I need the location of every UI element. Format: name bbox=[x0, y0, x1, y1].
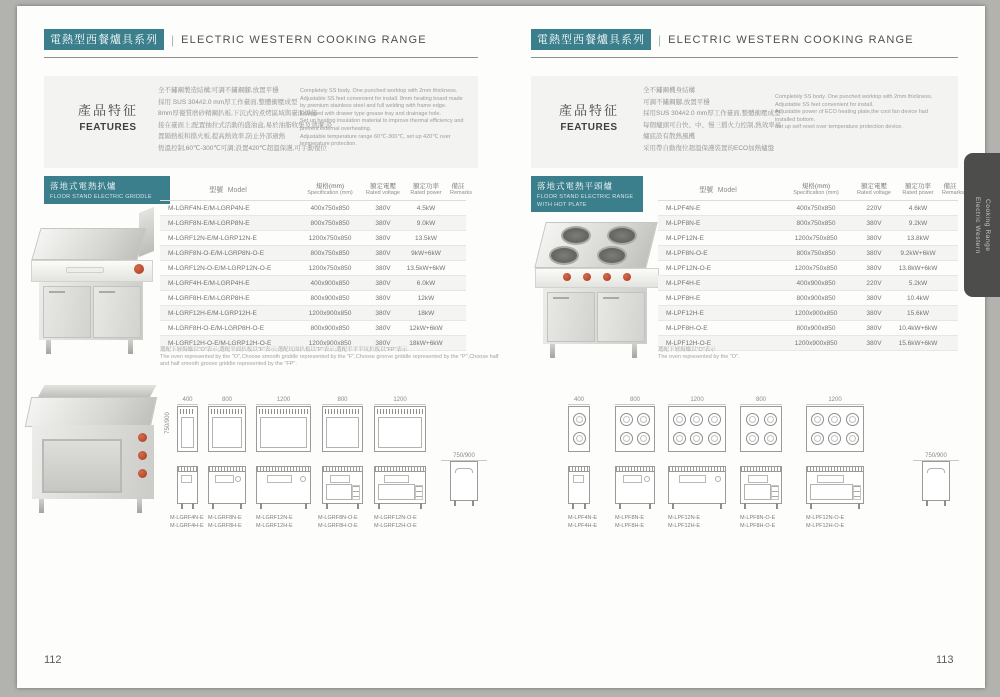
cell-model: M-LGRF8H-E/M-LGRP8H-E bbox=[168, 294, 250, 302]
front-view-drawing-oven bbox=[740, 466, 782, 504]
product-name-zh: 落地式電熱平頭爐 bbox=[537, 181, 614, 191]
top-view-drawing bbox=[806, 406, 864, 452]
right-page-header bbox=[531, 30, 958, 49]
cell-model: M-LPF12H-O-E bbox=[666, 339, 712, 347]
cell-spec: 800x900x850 bbox=[310, 324, 350, 332]
drawing-model-label: M-LGRF8N-E M-LGRF8H-E bbox=[208, 515, 242, 529]
spec-table-left bbox=[160, 176, 473, 351]
drawing-model-label: M-LGRF4N-E M-LGRF4H-E bbox=[170, 515, 204, 529]
features-en-text bbox=[775, 94, 932, 132]
table-row bbox=[658, 291, 958, 306]
product-name-en: FLOOR STAND ELECTRIC RANGE bbox=[537, 194, 634, 200]
cell-spec: 400x900x850 bbox=[796, 279, 836, 287]
front-view-drawing bbox=[177, 466, 198, 504]
table-row bbox=[658, 306, 958, 321]
product-label-right bbox=[531, 176, 643, 212]
table-row bbox=[658, 216, 958, 231]
leg bbox=[550, 344, 555, 358]
hot-plate bbox=[549, 246, 579, 265]
side-view-drawing bbox=[922, 461, 950, 501]
feature-line: 全不鏽鋼機身結構 bbox=[643, 87, 695, 94]
cell-power: 13.5kW+6kW bbox=[406, 264, 446, 272]
cell-voltage: 380V bbox=[375, 324, 391, 332]
header-title-en: ELECTRIC WESTERN COOKING RANGE bbox=[181, 33, 427, 46]
cell-spec: 800x750x850 bbox=[310, 219, 350, 227]
cell-voltage: 380V bbox=[375, 264, 391, 272]
cell-spec: 800x750x850 bbox=[796, 219, 836, 227]
cell-voltage: 380V bbox=[375, 204, 391, 212]
cell-voltage: 220V bbox=[866, 279, 882, 287]
dimension-label: 800 bbox=[615, 396, 655, 405]
knob-icon bbox=[138, 469, 147, 478]
cell-voltage: 380V bbox=[866, 234, 882, 242]
top-view-drawing bbox=[740, 406, 782, 452]
knob-icon bbox=[138, 451, 147, 460]
hot-plate bbox=[561, 226, 591, 245]
cell-power: 10.4kW bbox=[906, 294, 930, 302]
cell-power: 9.2kW+6kW bbox=[900, 249, 936, 257]
cell-voltage: 380V bbox=[375, 294, 391, 302]
table-row bbox=[160, 321, 466, 336]
header-title-en: ELECTRIC WESTERN COOKING RANGE bbox=[668, 33, 914, 46]
side-dimension-label: 750/900 bbox=[913, 452, 959, 461]
cell-spec: 800x750x850 bbox=[310, 249, 350, 257]
cell-voltage: 380V bbox=[375, 339, 391, 347]
side-dimension-label: 750/900 bbox=[441, 452, 487, 461]
feature-line: Adjustable SS feet convenient for install. 8mm heating board made bbox=[300, 95, 463, 102]
drawing-model-label: M-LGRF12N-O-E M-LGRF12H-O-E bbox=[374, 515, 417, 529]
cell-model: M-LPF4N-E bbox=[666, 204, 701, 212]
product-photo-griddle-oven bbox=[25, 385, 167, 515]
feature-line: Adjustable SS feet convenient for install. bbox=[775, 101, 874, 108]
drawing-model-label: M-LPF8N-O-E M-LPF8H-O-E bbox=[740, 515, 776, 529]
cell-spec: 1200x900x850 bbox=[794, 309, 838, 317]
cell-spec: 1200x750x850 bbox=[794, 264, 838, 272]
feature-line: 恆溫控制,60℃-300℃可調;設置420℃超溫保護,可手動復位 bbox=[158, 144, 327, 152]
dimension-label: 1200 bbox=[256, 396, 311, 405]
feature-line: 每個爐頭可自快、中、慢三擋火力控制,熱效率高 bbox=[643, 121, 782, 129]
front-view-drawing bbox=[208, 466, 246, 504]
leg bbox=[128, 340, 133, 354]
footnote-right bbox=[658, 347, 740, 361]
cell-voltage: 380V bbox=[866, 309, 882, 317]
hot-plate bbox=[607, 226, 637, 245]
cabinet-door bbox=[43, 286, 91, 338]
cell-voltage: 380V bbox=[866, 249, 882, 257]
feature-line: 爐底設有散熱風機 bbox=[643, 133, 695, 140]
drawing-model-label: M-LPF12N-E M-LPF12H-E bbox=[668, 515, 701, 529]
product-label-left bbox=[44, 176, 170, 204]
col-header-power: 額定功率 Rated power bbox=[902, 182, 934, 196]
feature-line: prevent external overheating. bbox=[300, 125, 372, 132]
table-row bbox=[658, 201, 958, 216]
spec-table-right bbox=[658, 176, 965, 351]
col-header-remarks: 備註 Remarks bbox=[450, 182, 473, 196]
front-view-drawing-oven bbox=[374, 466, 426, 504]
cell-model: M-LPF12N-E bbox=[666, 234, 704, 242]
top-view-drawing bbox=[177, 406, 198, 452]
feature-line: Equipped with drawer type grease tray and drainage hole. bbox=[300, 110, 441, 117]
oven-door bbox=[42, 439, 122, 493]
footnote-line-zh: 選配下層焗爐以"O"表示;選配平面扒板以"F"表示;選配坑面扒板以"P"表示;選配半平半坑扒板以"FP"表示 bbox=[160, 347, 408, 353]
feature-line: 可調不鏽鋼腳,放置平穩 bbox=[643, 98, 710, 106]
page-number-left: 112 bbox=[44, 654, 62, 666]
cell-power: 13.8kW+6kW bbox=[898, 264, 938, 272]
cell-power: 15.6kW+6kW bbox=[898, 339, 938, 347]
col-header-model: 型號 Model bbox=[209, 187, 247, 194]
knob-icon bbox=[603, 273, 611, 281]
series-badge: 電熱型西餐爐具系列 bbox=[44, 29, 164, 50]
col-header-remarks: 備註 Remarks bbox=[942, 182, 965, 196]
cell-spec: 800x900x850 bbox=[310, 294, 350, 302]
cell-voltage: 380V bbox=[375, 279, 391, 287]
front-view-drawing bbox=[568, 466, 590, 504]
cell-power: 6.0kW bbox=[416, 279, 436, 287]
top-view-drawing bbox=[256, 406, 311, 452]
feature-line: 採用 SUS 304#2.0 mm厚工作臺面,整體衝壓成型 bbox=[158, 98, 298, 106]
dimension-label: 400 bbox=[177, 396, 198, 405]
cell-voltage: 380V bbox=[866, 264, 882, 272]
drawing-model-label: M-LPF4N-E M-LPF4H-E bbox=[568, 515, 598, 529]
feature-line: by premium stainless steel and full welding with frame edge. bbox=[300, 103, 447, 110]
cell-power: 18kW bbox=[417, 309, 435, 317]
front-view-drawing-oven bbox=[322, 466, 363, 504]
drawing-model-label: M-LGRF12N-E M-LGRF12H-E bbox=[256, 515, 293, 529]
cell-power: 12kW bbox=[417, 294, 435, 302]
cell-model: M-LGRF8N-O-E/M-LGRP8N-O-E bbox=[168, 249, 265, 257]
header-rule bbox=[44, 57, 478, 58]
cell-power: 18kW+6kW bbox=[409, 339, 443, 347]
panel-slot bbox=[66, 267, 104, 273]
cell-spec: 1200x900x850 bbox=[794, 339, 838, 347]
front-view-drawing bbox=[615, 466, 655, 504]
col-header-voltage: 額定電壓 Rated voltage bbox=[366, 182, 400, 196]
dimension-label: 1200 bbox=[374, 396, 426, 405]
dimension-label: 800 bbox=[322, 396, 363, 405]
cabinet-door bbox=[597, 292, 645, 342]
knob-icon bbox=[134, 264, 144, 274]
product-photo-griddle bbox=[30, 204, 162, 360]
cabinet-door bbox=[547, 292, 595, 342]
cell-model: M-LPF8H-O-E bbox=[666, 324, 708, 332]
cell-model: M-LPF12N-O-E bbox=[666, 264, 712, 272]
footnote-line-en: The oven represented by the "O",Choose smooth griddle represented by the "F",Choose groove griddle represented by the "P",Choose half bbox=[160, 354, 499, 360]
drawing-model-label: M-LPF8N-E M-LPF8H-E bbox=[615, 515, 645, 529]
dimension-label: 1200 bbox=[668, 396, 726, 405]
features-en-text bbox=[300, 88, 463, 149]
feature-line: 8mm厚優質磨砂精鋼扒板,下沉式的煮烤區域與臺面焊接 bbox=[158, 110, 318, 117]
cell-voltage: 380V bbox=[375, 249, 391, 257]
features-title-zh: 產品特征 bbox=[78, 103, 139, 118]
cell-model: M-LGRF8N-E/M-LGRP8N-E bbox=[168, 219, 250, 227]
side-tab bbox=[964, 153, 1000, 297]
control-panel bbox=[535, 268, 659, 288]
knob-icon bbox=[623, 273, 631, 281]
cell-model: M-LGRF12N-O-E/M-LGRP12N-O-E bbox=[168, 264, 272, 272]
features-title-zh: 產品特征 bbox=[559, 103, 620, 118]
leg bbox=[39, 499, 44, 513]
drawing-model-label: M-LGRF8N-O-E M-LGRF8H-O-E bbox=[318, 515, 358, 529]
cell-spec: 800x750x850 bbox=[796, 249, 836, 257]
leg bbox=[46, 340, 51, 354]
cell-spec: 1200x750x850 bbox=[794, 234, 838, 242]
cell-model: M-LPF8N-O-E bbox=[666, 249, 708, 257]
leg bbox=[632, 344, 637, 358]
feature-line: temperature protection. bbox=[300, 141, 357, 148]
features-zh-text bbox=[643, 85, 781, 154]
header-rule bbox=[531, 57, 958, 58]
feature-line: installed bottom. bbox=[775, 116, 816, 123]
cell-spec: 1200x750x850 bbox=[308, 264, 352, 272]
col-header-model: 型號 Model bbox=[699, 187, 737, 194]
cell-model: M-LGRF12N-E/M-LGRP12N-E bbox=[168, 234, 257, 242]
dimension-label: 400 bbox=[568, 396, 590, 405]
cell-spec: 400x750x850 bbox=[310, 204, 350, 212]
feature-line: Set up self reset over temperature protection device. bbox=[775, 124, 903, 131]
front-view-drawing bbox=[256, 466, 311, 504]
cell-power: 9.0kW bbox=[416, 219, 436, 227]
col-header-spec: 規格(mm) Specification (mm) bbox=[307, 182, 353, 196]
cell-voltage: 380V bbox=[375, 234, 391, 242]
cell-model: M-LPF8N-E bbox=[666, 219, 701, 227]
side-tab-label: Electric Western Cooking Range bbox=[974, 196, 991, 254]
top-view-drawing bbox=[668, 406, 726, 452]
cell-voltage: 380V bbox=[375, 309, 391, 317]
features-panel-right bbox=[531, 76, 958, 168]
feature-line: 采用帶自動復位超溫保護裝置的ECO加熱爐盤 bbox=[643, 144, 775, 152]
col-header-spec: 規格(mm) Specification (mm) bbox=[793, 182, 839, 196]
griddle-plate bbox=[31, 228, 146, 260]
side-view-drawing bbox=[450, 461, 478, 501]
features-panel-left bbox=[44, 76, 478, 168]
cabinet-door bbox=[93, 286, 141, 338]
hot-plate bbox=[597, 246, 627, 265]
left-page-header bbox=[44, 30, 478, 49]
cell-model: M-LGRF4H-E/M-LGRP4H-E bbox=[168, 279, 250, 287]
cell-power: 13.8kW bbox=[906, 234, 930, 242]
feature-line: Adjustable power of ECO heating plate,the cool fan device had bbox=[775, 109, 928, 116]
top-view-drawing bbox=[568, 406, 590, 452]
cell-voltage: 380V bbox=[866, 219, 882, 227]
cell-spec: 1200x750x850 bbox=[308, 234, 352, 242]
feature-line: Set up heating insulation material to improve thermal efficiency and bbox=[300, 118, 464, 125]
knob-icon bbox=[563, 273, 571, 281]
header-separator: | bbox=[658, 32, 662, 47]
table-row bbox=[160, 276, 466, 291]
drawing-model-label: M-LPF12N-O-E M-LPF12H-O-E bbox=[806, 515, 845, 529]
cell-power: 12kW+6kW bbox=[409, 324, 443, 332]
footnote-line-en: The oven represented by the "O". bbox=[658, 354, 740, 360]
feature-line: Completely SS body. One punched worktop with 2mm thickness. bbox=[775, 94, 933, 100]
table-row bbox=[160, 201, 466, 216]
height-dimension-label: 750/900 bbox=[165, 412, 171, 434]
cell-spec: 400x750x850 bbox=[796, 204, 836, 212]
feature-line: 置隔熱板和擋火板,提高熱效率,防止外部過熱 bbox=[158, 133, 286, 140]
cell-voltage: 380V bbox=[866, 339, 882, 347]
cell-model: M-LGRF8H-O-E/M-LGRP8H-O-E bbox=[168, 324, 265, 332]
footnote-left bbox=[160, 347, 499, 368]
features-title-en: FEATURES bbox=[79, 122, 137, 133]
feature-line: 採用SUS 304#2.0 mm厚工作臺面,整體衝壓成型 bbox=[643, 110, 781, 117]
cell-model: M-LPF12H-E bbox=[666, 309, 704, 317]
cell-spec: 1200x900x850 bbox=[308, 339, 352, 347]
table-row bbox=[160, 231, 466, 246]
dimension-label: 800 bbox=[208, 396, 246, 405]
cell-voltage: 380V bbox=[866, 294, 882, 302]
cell-model: M-LPF8H-E bbox=[666, 294, 701, 302]
table-row bbox=[160, 261, 466, 276]
front-view-drawing bbox=[668, 466, 726, 504]
feature-line: Completely SS body. One punched worktop with 2mm thickness. bbox=[300, 88, 458, 94]
cell-power: 4.5kW bbox=[416, 204, 436, 212]
header-separator: | bbox=[171, 32, 175, 47]
product-name-zh: 落地式電熱扒爐 bbox=[50, 181, 117, 191]
cell-model: M-LGRF4N-E/M-LGRP4N-E bbox=[168, 204, 250, 212]
cell-spec: 400x900x850 bbox=[310, 279, 350, 287]
leg bbox=[137, 499, 142, 513]
cell-spec: 800x900x850 bbox=[796, 294, 836, 302]
feature-line: 全不鏽鋼製造結構;可調不鏽鋼腳,放置平穩 bbox=[158, 87, 279, 94]
col-header-voltage: 額定電壓 Rated voltage bbox=[857, 182, 891, 196]
features-title bbox=[559, 100, 619, 133]
top-view-drawing bbox=[374, 406, 426, 452]
table-row bbox=[658, 261, 958, 276]
page-number-right: 113 bbox=[936, 654, 954, 666]
table-row bbox=[658, 276, 958, 291]
table-header bbox=[658, 176, 965, 201]
cell-model: M-LGRF12H-O-E/M-LGRP12H-O-E bbox=[168, 339, 272, 347]
dimension-label: 1200 bbox=[806, 396, 864, 405]
cell-voltage: 380V bbox=[866, 324, 882, 332]
feature-line: 接在臺面上;配置抽拉式活動的盛油盒,易於油脂收集及清潔;設 bbox=[158, 121, 333, 129]
product-photo-hotplate-range bbox=[535, 214, 665, 364]
table-row bbox=[658, 231, 958, 246]
cell-power: 10.4kW+6kW bbox=[898, 324, 938, 332]
series-badge: 電熱型西餐爐具系列 bbox=[531, 29, 651, 50]
product-name-en: FLOOR STAND ELECTRIC GRIDDLE bbox=[50, 194, 152, 200]
griddle-plate bbox=[25, 397, 157, 427]
dimension-label: 800 bbox=[740, 396, 782, 405]
table-row bbox=[658, 321, 958, 336]
cell-voltage: 380V bbox=[375, 219, 391, 227]
cell-power: 13.5kW bbox=[414, 234, 438, 242]
cell-spec: 800x900x850 bbox=[796, 324, 836, 332]
cell-voltage: 220V bbox=[866, 204, 882, 212]
table-row bbox=[160, 291, 466, 306]
table-row bbox=[658, 246, 958, 261]
top-view-drawing bbox=[208, 406, 246, 452]
knob-icon bbox=[583, 273, 591, 281]
cell-power: 9kW+6kW bbox=[411, 249, 441, 257]
cell-power: 5.2kW bbox=[908, 279, 928, 287]
table-row bbox=[160, 246, 466, 261]
cell-spec: 1200x900x850 bbox=[308, 309, 352, 317]
product-name-en: WITH HOT PLATE bbox=[537, 202, 587, 208]
knob-icon bbox=[138, 433, 147, 442]
top-view-drawing bbox=[322, 406, 363, 452]
cell-power: 15.6kW bbox=[906, 309, 930, 317]
col-header-power: 額定功率 Rated power bbox=[410, 182, 442, 196]
table-header bbox=[160, 176, 473, 201]
table-row bbox=[160, 306, 466, 321]
top-view-drawing bbox=[615, 406, 655, 452]
table-body bbox=[658, 201, 958, 351]
cell-power: 4.6kW bbox=[908, 204, 928, 212]
cell-model: M-LGRF12H-E/M-LGRP12H-E bbox=[168, 309, 257, 317]
footnote-line-en: and half smooth groove griddle represented by the "FP". bbox=[160, 361, 297, 367]
features-title-en: FEATURES bbox=[560, 122, 618, 133]
feature-line: Adjustable temperature range 60℃-300℃, set up 420℃ over bbox=[300, 133, 451, 140]
table-row bbox=[160, 216, 466, 231]
footnote-line-zh: 選配下層焗爐以"O"表示 bbox=[658, 347, 716, 353]
front-view-drawing-oven bbox=[806, 466, 864, 504]
table-body bbox=[160, 201, 466, 351]
cell-model: M-LPF4H-E bbox=[666, 279, 701, 287]
cell-power: 9.2kW bbox=[908, 219, 928, 227]
features-title bbox=[78, 100, 138, 133]
